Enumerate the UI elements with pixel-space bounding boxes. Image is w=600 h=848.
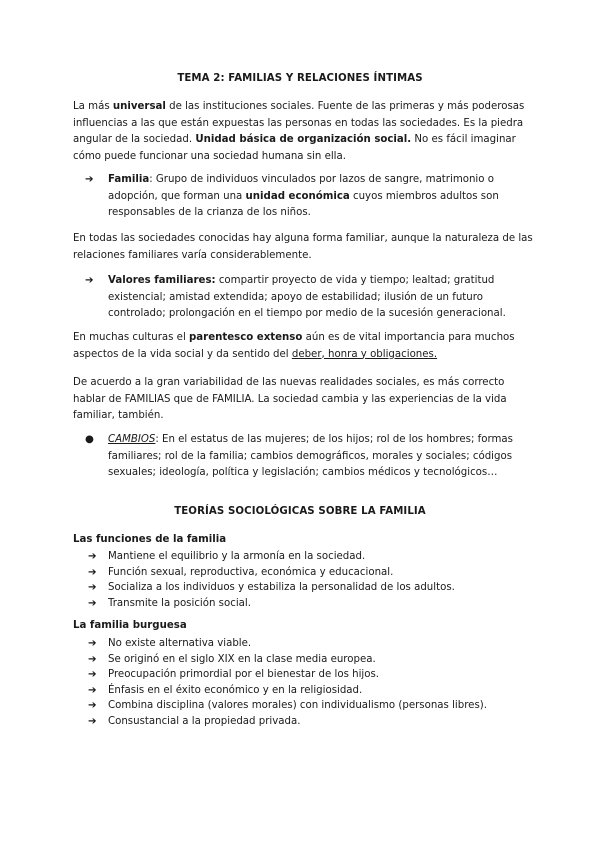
cambios-bullet — [85, 432, 528, 482]
arrow-icon: ➔ — [88, 669, 97, 680]
list-item — [88, 714, 528, 730]
familia-text — [108, 172, 528, 222]
list-item-text: No existe alternativa viable. — [108, 638, 252, 649]
list-item-text: Énfasis en el éxito económico y en la religiosidad. — [108, 684, 363, 696]
arrow-icon: ➔ — [88, 715, 97, 727]
intro-text-2: de las instituciones sociales. Fuente de las primeras y más poderosas influencias a las que están expuestas las personas en todas las sociedades. Es la piedra angular de la sociedad. — [73, 101, 525, 145]
list-item — [88, 683, 528, 699]
paragraph-2: En todas las sociedades conocidas hay alguna forma familiar, aunque la naturaleza de las relaciones familiares varía considerablemente. — [73, 233, 533, 261]
arrow-icon: ➔ — [88, 597, 97, 609]
cambios-term: CAMBIOS — [108, 434, 156, 445]
arrow-icon: ➔ — [88, 700, 97, 711]
intro-text-1: La más — [73, 101, 113, 112]
p3-bold-parentesco: parentesco extenso — [189, 332, 303, 343]
arrow-icon: ➔ — [88, 653, 97, 665]
arrow-icon: ➔ — [85, 174, 94, 185]
familia-text-1: : Grupo de individuos vinculados por lazos de sangre, matrimonio o adopción, que forman una — [108, 174, 494, 202]
list-item-text: Se originó en el siglo XIX en la clase media europea. — [108, 653, 376, 665]
list-item — [88, 596, 528, 612]
burguesa-list — [88, 636, 528, 729]
list-item — [88, 549, 528, 565]
list-item-text: Mantiene el equilibrio y la armonía en la sociedad. — [108, 551, 366, 562]
arrow-icon: ➔ — [88, 582, 97, 593]
list-item — [88, 698, 528, 714]
list-item-text: Socializa a los individuos y estabiliza la personalidad de los adultos. — [108, 582, 455, 593]
familia-term: Familia — [108, 174, 150, 185]
intro-bold-unidad: Unidad básica de organización social. — [195, 134, 412, 145]
list-item-text: Transmite la posición social. — [108, 597, 251, 609]
list-item — [88, 565, 528, 581]
page-title: TEMA 2: FAMILIAS Y RELACIONES ÍNTIMAS — [177, 73, 423, 84]
heading-funciones: Las funciones de la familia — [73, 534, 227, 545]
valores-text — [108, 273, 528, 323]
section-title-teorias: TEORÍAS SOCIOLÓGICAS SOBRE LA FAMILIA — [174, 506, 426, 517]
list-item-text: Consustancial a la propiedad privada. — [108, 715, 301, 727]
list-item-text: Combina disciplina (valores morales) con individualismo (personas libres). — [108, 700, 487, 711]
arrow-icon: ➔ — [85, 275, 94, 286]
arrow-icon: ➔ — [88, 684, 97, 696]
p3-underlined: deber, honra y obligaciones. — [291, 348, 438, 360]
cambios-text — [108, 432, 528, 482]
list-item — [88, 652, 528, 668]
paragraph-3 — [73, 330, 533, 363]
intro-text-3: No es fácil imaginar cómo puede funcionar una sociedad humana sin ella. — [73, 134, 516, 162]
arrow-icon: ➔ — [88, 566, 97, 578]
arrow-icon: ➔ — [88, 551, 97, 562]
funciones-list — [88, 549, 528, 611]
list-item-text: Función sexual, reproductiva, económica y educacional. — [108, 566, 394, 578]
arrow-icon: ➔ — [88, 638, 97, 649]
familia-definition — [85, 172, 528, 222]
list-item — [88, 636, 528, 652]
intro-paragraph — [73, 99, 533, 165]
valores-text-1: compartir proyecto de vida y tiempo; lealtad; gratitud existencial; amistad extendida; apoyo de estabilidad; ilusión de un futuro controlado; prolongación en el tiempo por medio de la sucesión generacional. — [108, 275, 506, 319]
list-item-text: Preocupación primordial por el bienestar de los hijos. — [108, 669, 380, 680]
intro-bold-universal: universal — [112, 101, 166, 112]
familia-bold-unidad: unidad económica — [245, 190, 350, 202]
valores-familiares — [85, 273, 528, 323]
bullet-dot-icon: ● — [85, 434, 94, 445]
p3-text-2: aún es de vital importancia para muchos aspectos de la vida social y da sentido del — [73, 332, 515, 360]
heading-burguesa: La familia burguesa — [73, 620, 187, 631]
familia-text-2: cuyos miembros adultos son responsables de la crianza de los niños. — [108, 190, 499, 218]
list-item — [88, 580, 528, 596]
paragraph-4: De acuerdo a la gran variabilidad de las nuevas realidades sociales, es más correcto hablar de FAMILIAS que de FAMILIA. La sociedad cambia y las experiencias de la vida familiar, también. — [73, 377, 507, 421]
valores-term: Valores familiares: — [108, 275, 216, 286]
cambios-text-1: : En el estatus de las mujeres; de los hijos; rol de los hombres; formas familiares; rol de la familia; cambios demográficos, morales y sociales; códigos sexuales; ideología, política y legislación; cambios médicos y tecnológicos… — [108, 434, 513, 478]
list-item — [88, 667, 528, 683]
p3-text-1: En muchas culturas el — [73, 332, 190, 343]
